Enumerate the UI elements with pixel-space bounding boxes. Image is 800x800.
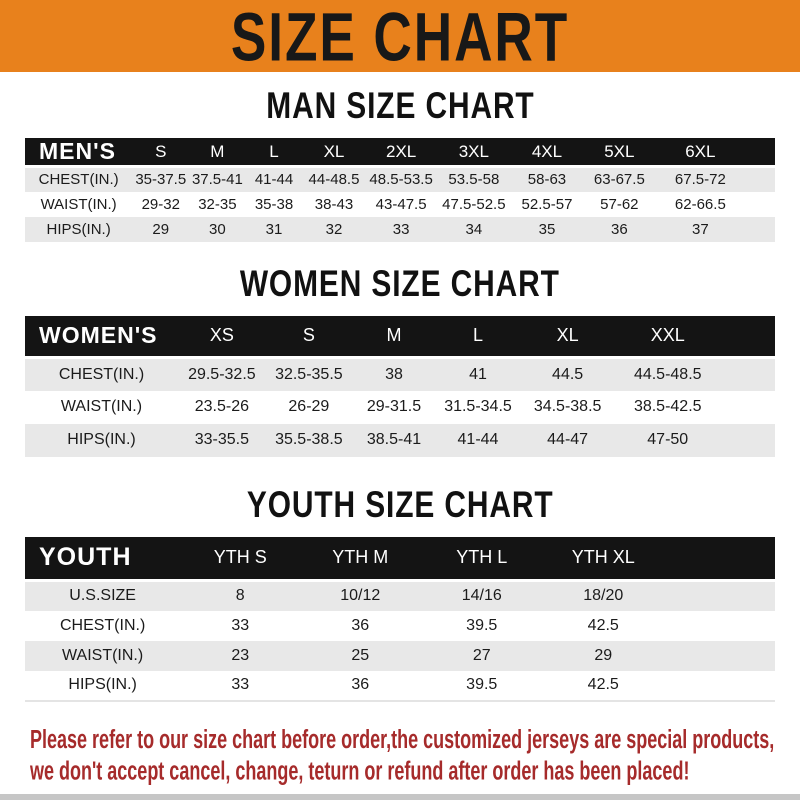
bottom-edge-strip	[0, 794, 800, 800]
size-cell: 44-48.5	[303, 167, 366, 192]
women-table-title: WOMEN'S	[25, 316, 178, 358]
youth-section-heading-wrap	[0, 483, 800, 526]
row-label: CHEST(IN.)	[25, 358, 178, 391]
women-section-heading-wrap	[0, 262, 800, 305]
size-col-header: S	[266, 316, 352, 358]
row-label: WAIST(IN.)	[25, 192, 132, 217]
size-cell: 32	[303, 217, 366, 242]
size-col-header: YTH L	[420, 537, 543, 581]
size-cell: 44.5-48.5	[615, 358, 720, 391]
youth-table-title: YOUTH	[25, 537, 180, 581]
size-col-header: 5XL	[583, 138, 656, 167]
size-cell: 31.5-34.5	[436, 391, 520, 424]
row-label: CHEST(IN.)	[25, 611, 180, 641]
size-col-header: YTH S	[180, 537, 300, 581]
size-col-header: XS	[178, 316, 266, 358]
table-row	[25, 671, 775, 701]
size-cell: 33	[180, 611, 300, 641]
size-cell: 33-35.5	[178, 424, 266, 457]
women-size-table	[25, 316, 775, 457]
size-cell: 32.5-35.5	[266, 358, 352, 391]
table-row	[25, 167, 775, 192]
size-col-header: 2XL	[365, 138, 436, 167]
youth-header-bar	[25, 537, 775, 581]
empty-header-cell	[663, 537, 775, 581]
size-cell: 34.5-38.5	[520, 391, 615, 424]
size-cell: 25	[300, 641, 420, 671]
order-notice-line1: Please refer to our size chart before order,the customized jerseys are special products,	[30, 724, 775, 754]
size-cell: 44-47	[520, 424, 615, 457]
empty-cell	[720, 391, 775, 424]
size-col-header: S	[132, 138, 189, 167]
empty-cell	[720, 358, 775, 391]
size-cell: 67.5-72	[656, 167, 745, 192]
row-label: U.S.SIZE	[25, 581, 180, 611]
empty-cell	[720, 424, 775, 457]
row-label: HIPS(IN.)	[25, 217, 132, 242]
size-cell: 34	[437, 217, 511, 242]
size-cell: 29	[132, 217, 189, 242]
size-cell: 18/20	[543, 581, 663, 611]
size-cell: 8	[180, 581, 300, 611]
size-cell: 33	[365, 217, 436, 242]
size-col-header: 3XL	[437, 138, 511, 167]
size-cell: 35	[511, 217, 583, 242]
empty-cell	[663, 611, 775, 641]
size-cell: 44.5	[520, 358, 615, 391]
size-cell: 48.5-53.5	[365, 167, 436, 192]
size-cell: 38.5-41	[352, 424, 436, 457]
size-cell: 29-31.5	[352, 391, 436, 424]
size-cell: 43-47.5	[365, 192, 436, 217]
size-cell: 30	[189, 217, 245, 242]
size-cell: 23	[180, 641, 300, 671]
size-chart-banner	[0, 0, 800, 75]
size-cell: 31	[246, 217, 303, 242]
size-cell: 47.5-52.5	[437, 192, 511, 217]
table-row	[25, 424, 775, 457]
row-label: CHEST(IN.)	[25, 167, 132, 192]
men-section-heading-wrap	[0, 85, 800, 127]
size-cell: 23.5-26	[178, 391, 266, 424]
table-row	[25, 217, 775, 242]
size-col-header: YTH XL	[543, 537, 663, 581]
size-col-header: YTH M	[300, 537, 420, 581]
men-table-title: MEN'S	[25, 138, 132, 167]
size-col-header: XL	[303, 138, 366, 167]
size-cell: 33	[180, 671, 300, 701]
size-col-header: XXL	[615, 316, 720, 358]
size-cell: 37	[656, 217, 745, 242]
men-size-table	[25, 138, 775, 242]
size-cell: 39.5	[420, 611, 543, 641]
size-cell: 26-29	[266, 391, 352, 424]
youth-section-heading: YOUTH SIZE CHART	[246, 483, 554, 526]
table-row	[25, 581, 775, 611]
empty-cell	[663, 671, 775, 701]
men-section-heading: MAN SIZE CHART	[265, 85, 535, 127]
row-label: HIPS(IN.)	[25, 671, 180, 701]
women-section-heading: WOMEN SIZE CHART	[240, 262, 560, 305]
empty-cell	[745, 167, 775, 192]
table-row	[25, 358, 775, 391]
empty-cell	[745, 217, 775, 242]
size-cell: 29	[543, 641, 663, 671]
size-cell: 35.5-38.5	[266, 424, 352, 457]
size-cell: 63-67.5	[583, 167, 656, 192]
banner-title: SIZE CHART	[230, 0, 570, 75]
size-cell: 36	[583, 217, 656, 242]
size-cell: 53.5-58	[437, 167, 511, 192]
size-cell: 35-37.5	[132, 167, 189, 192]
size-cell: 10/12	[300, 581, 420, 611]
women-header-bar	[25, 316, 775, 358]
size-cell: 41-44	[436, 424, 520, 457]
size-cell: 52.5-57	[511, 192, 583, 217]
table-row	[25, 611, 775, 641]
size-col-header: 6XL	[656, 138, 745, 167]
size-cell: 38	[352, 358, 436, 391]
size-cell: 14/16	[420, 581, 543, 611]
size-cell: 36	[300, 611, 420, 641]
size-cell: 29.5-32.5	[178, 358, 266, 391]
size-cell: 42.5	[543, 671, 663, 701]
size-cell: 29-32	[132, 192, 189, 217]
size-cell: 37.5-41	[189, 167, 245, 192]
size-cell: 36	[300, 671, 420, 701]
empty-cell	[745, 192, 775, 217]
empty-header-cell	[720, 316, 775, 358]
size-cell: 41-44	[246, 167, 303, 192]
size-col-header: M	[352, 316, 436, 358]
size-cell: 32-35	[189, 192, 245, 217]
size-col-header: L	[246, 138, 303, 167]
empty-cell	[663, 641, 775, 671]
size-cell: 35-38	[246, 192, 303, 217]
table-row	[25, 391, 775, 424]
youth-size-table	[25, 537, 775, 702]
empty-header-cell	[745, 138, 775, 167]
size-cell: 38.5-42.5	[615, 391, 720, 424]
row-label: WAIST(IN.)	[25, 641, 180, 671]
empty-cell	[663, 581, 775, 611]
order-notice-line2: we don't accept cancel, change, teturn or refund after order has been placed!	[30, 756, 690, 786]
order-notice	[0, 724, 800, 784]
table-row	[25, 641, 775, 671]
size-cell: 39.5	[420, 671, 543, 701]
size-cell: 41	[436, 358, 520, 391]
row-label: HIPS(IN.)	[25, 424, 178, 457]
size-col-header: L	[436, 316, 520, 358]
size-cell: 58-63	[511, 167, 583, 192]
size-cell: 47-50	[615, 424, 720, 457]
row-label: WAIST(IN.)	[25, 391, 178, 424]
size-cell: 62-66.5	[656, 192, 745, 217]
table-row	[25, 192, 775, 217]
size-cell: 38-43	[303, 192, 366, 217]
men-header-bar	[25, 138, 775, 167]
size-col-header: M	[189, 138, 245, 167]
size-col-header: 4XL	[511, 138, 583, 167]
size-cell: 42.5	[543, 611, 663, 641]
size-cell: 27	[420, 641, 543, 671]
size-col-header: XL	[520, 316, 615, 358]
size-cell: 57-62	[583, 192, 656, 217]
